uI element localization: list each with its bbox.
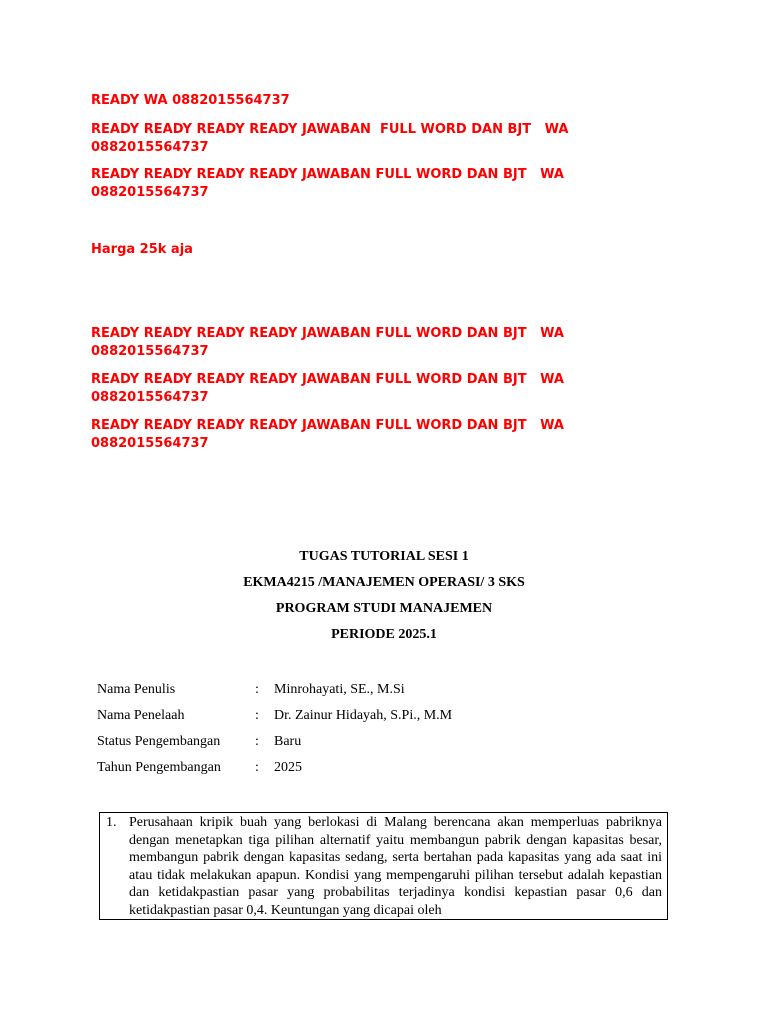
meta-row-status — [97, 732, 637, 752]
meta-label: Tahun Pengembangan — [97, 760, 221, 775]
meta-label: Status Pengembangan — [97, 734, 221, 749]
document-title: TUGAS TUTORIAL SESI 1 — [299, 549, 469, 564]
meta-colon: : — [255, 734, 259, 749]
meta-row-reviewer — [97, 706, 637, 726]
meta-colon: : — [255, 708, 259, 723]
question-text: Perusahaan kripik buah yang berlokasi di Malang berencana akan memperluas pabriknya dengan menetapkan tiga pilihan alternatif yaitu membangun pabrik dengan kapasitas besar, membangun pabrik dengan kapasitas sedang, serta bertahan pada kapasitas yang ada saat ini atau tidak melakukan apapun. Kondisi yang mempengaruhi pilihan tersebut adalah kepastian dan ketidakpastian pasar yang probabilitas terjadinya kondisi kepastian pasar 0,6 dan ketidakpastian pasar 0,4. Keuntungan yang dicapai oleh — [129, 815, 662, 918]
question-number: 1. — [106, 815, 117, 830]
promo-line-1: READY WA 0882015564737 — [91, 93, 290, 108]
meta-value: 2025 — [274, 760, 302, 775]
meta-value: Baru — [274, 734, 302, 749]
promo-price: Harga 25k aja — [91, 242, 193, 257]
program-title: PROGRAM STUDI MANAJEMEN — [275, 601, 493, 616]
meta-value: Dr. Zainur Hidayah, S.Pi., M.M — [274, 708, 453, 723]
meta-row-year — [97, 758, 637, 778]
meta-label: Nama Penulis — [97, 682, 176, 697]
period-title: PERIODE 2025.1 — [331, 627, 437, 642]
promo-line-4: READY READY READY READY JAWABAN FULL WORD DAN BJT WA 0882015564737 — [91, 326, 569, 359]
promo-line-3: READY READY READY READY JAWABAN FULL WORD DAN BJT WA 0882015564737 — [91, 167, 569, 200]
meta-row-author — [97, 680, 637, 700]
promo-line-5: READY READY READY READY JAWABAN FULL WORD DAN BJT WA 0882015564737 — [91, 372, 569, 405]
course-title: EKMA4215 /MANAJEMEN OPERASI/ 3 SKS — [243, 575, 525, 590]
meta-label: Nama Penelaah — [97, 708, 185, 723]
meta-colon: : — [255, 682, 259, 697]
meta-value: Minrohayati, SE., M.Si — [274, 682, 405, 697]
question-box — [99, 812, 668, 920]
promo-line-2: READY READY READY READY JAWABAN FULL WORD DAN BJT WA 0882015564737 — [91, 122, 574, 155]
meta-colon: : — [255, 760, 259, 775]
promo-line-6: READY READY READY READY JAWABAN FULL WORD DAN BJT WA 0882015564737 — [91, 418, 569, 451]
